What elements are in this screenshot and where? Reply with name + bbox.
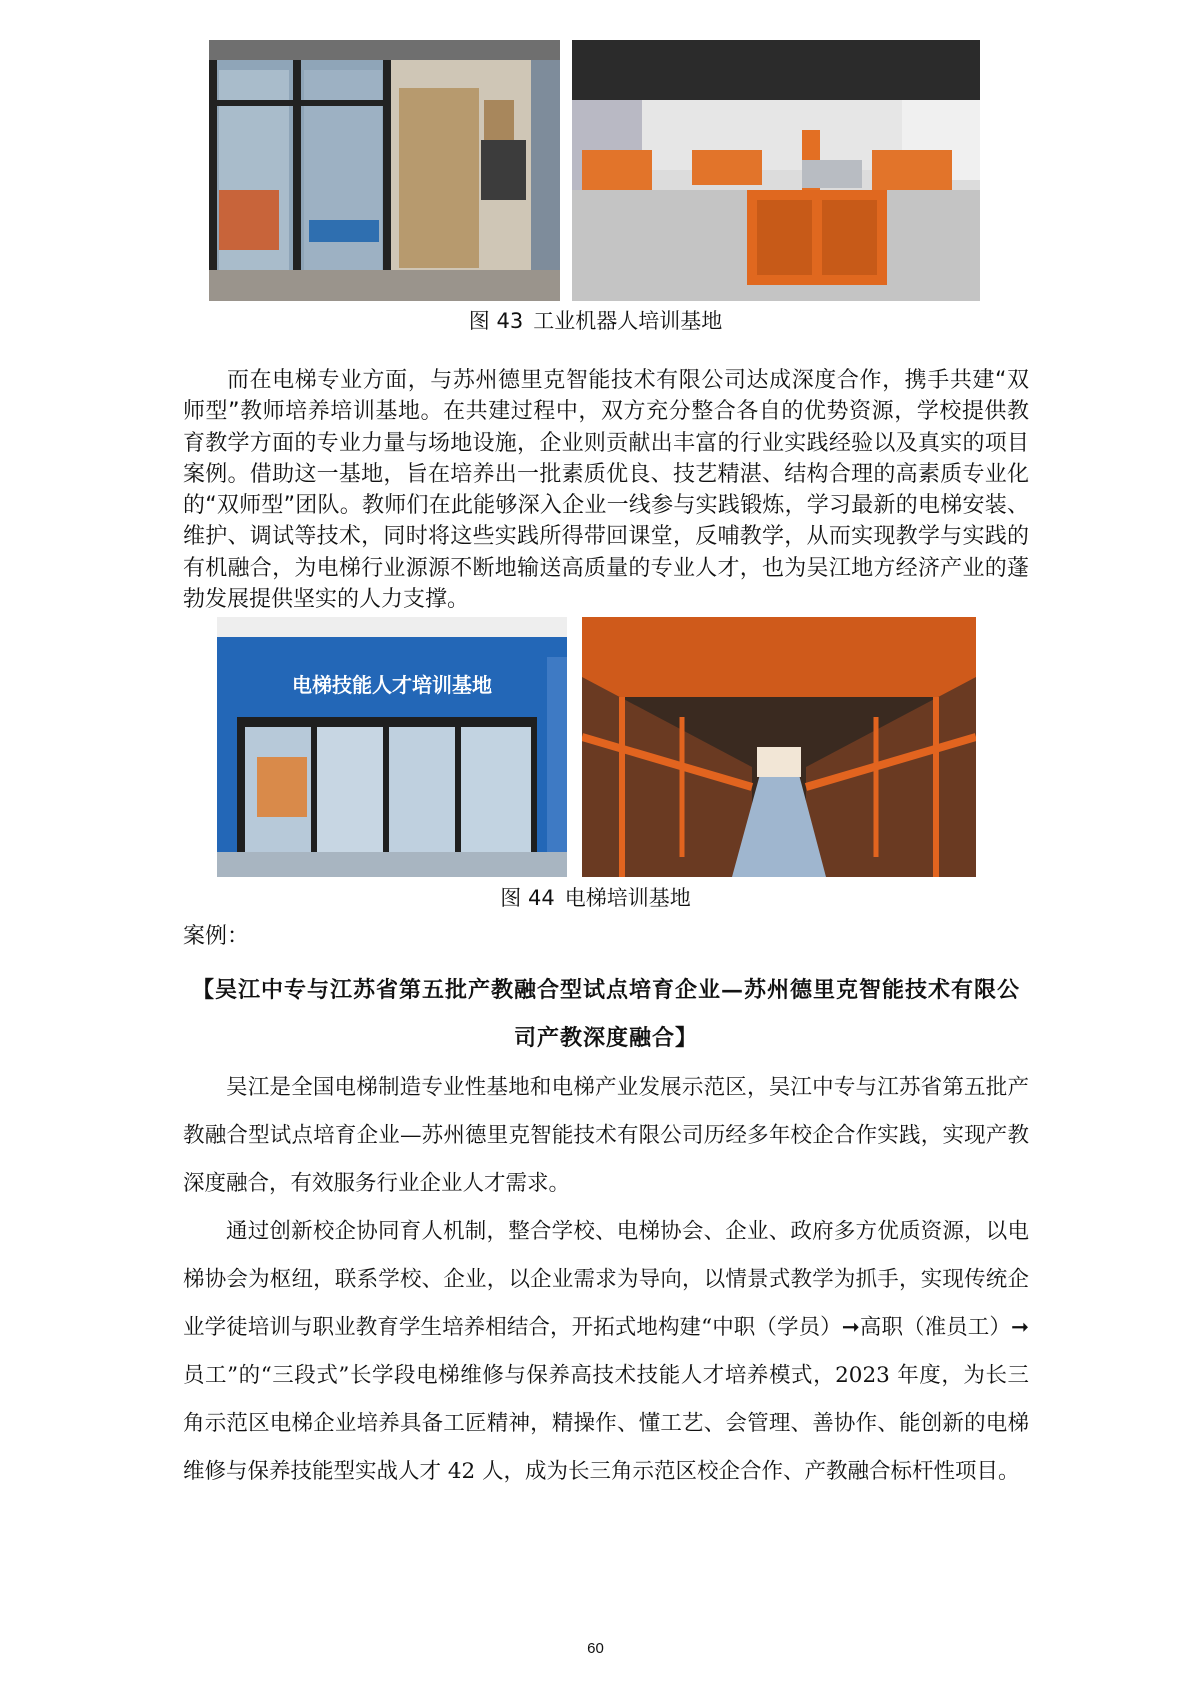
figure-43-title: 工业机器人培训基地 bbox=[533, 309, 723, 333]
case-label: 案例： bbox=[183, 924, 250, 949]
case-paragraph-mechanism: 通过创新校企协同育人机制，整合学校、电梯协会、企业、政府多方优质资源，以电梯协会为枢纽，联系学校、企业，以企业需求为导向，以情景式教学为抓手，实现传统企业学徒培训与职业教育学生培养相结合，开拓式地构建“中职（学员）➞高职（准员工）➞员工”的“三段式”长学段电梯维修与保养高技术技能人才培养模式，2023 年度，为长三角示范区电梯企业培养具备工匠精神，精操作、懂工艺、会管理、善协作、能创新的电梯维修与保养技能型实战人才 42 人，成为长三角示范区校企合作、产教融合标杆性项目。 bbox=[183, 1219, 1029, 1484]
paragraph-double-qualified-teachers: 而在电梯专业方面，与苏州德里克智能技术有限公司达成深度合作，携手共建“双师型”教师培养培训基地。在共建过程中，双方充分整合各自的优势资源，学校提供教育教学方面的专业力量与场地设施，企业则贡献出丰富的行业实践经验以及真实的项目案例。借助这一基地，旨在培养出一批素质优良、技艺精湛、结构合理的高素质专业化的“双师型”团队。教师们在此能够深入企业一线参与实践锻炼，学习最新的电梯安装、维护、调试等技术，同时将这些实践所得带回课堂，反哺教学，从而实现教学与实践的有机融合，为电梯行业源源不断地输送高质量的专业人才，也为吴江地方经济产业的蓬勃发展提供坚实的人力支撑。 bbox=[183, 368, 1029, 613]
figure-43-caption bbox=[0, 305, 1191, 335]
figure-44-caption bbox=[0, 882, 1191, 912]
elevator-base-sign: 电梯技能人才培训基地 bbox=[292, 673, 492, 697]
robot-lab-entrance-photo bbox=[209, 40, 560, 301]
figure-43-number: 图 43 bbox=[468, 309, 524, 333]
elevator-training-hall-photo bbox=[582, 617, 976, 877]
case-title: 【吴江中专与江苏省第五批产教融合型试点培育企业—苏州德里克智能技术有限公司产教深度融合】 bbox=[191, 977, 1020, 1051]
page-number: 60 bbox=[587, 1640, 604, 1657]
robot-lab-interior-photo bbox=[572, 40, 980, 301]
figure-44-title: 电梯培训基地 bbox=[564, 886, 691, 910]
case-paragraph-intro: 吴江是全国电梯制造专业性基地和电梯产业发展示范区，吴江中专与江苏省第五批产教融合型试点培育企业—苏州德里克智能技术有限公司历经多年校企合作实践，实现产教深度融合，有效服务行业企业人才需求。 bbox=[183, 1075, 1029, 1196]
elevator-base-entrance-photo bbox=[217, 617, 567, 877]
figure-44-number: 图 44 bbox=[500, 886, 555, 910]
